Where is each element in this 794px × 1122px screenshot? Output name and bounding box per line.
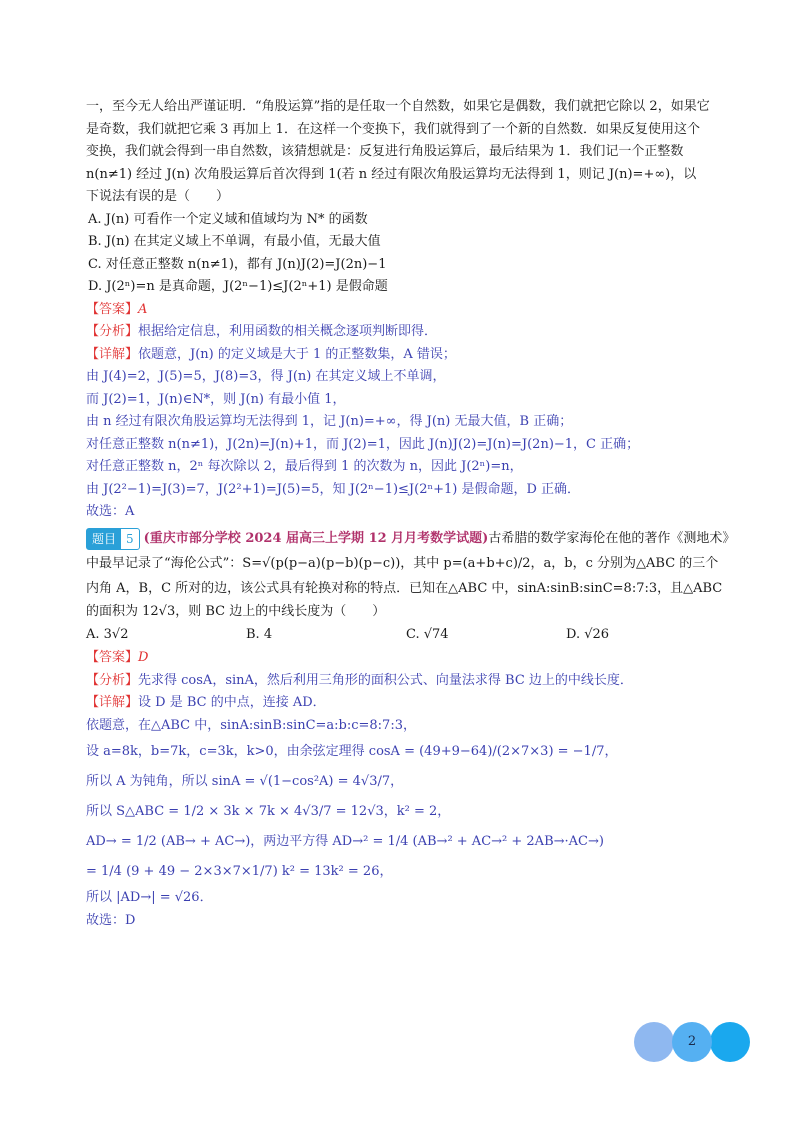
answer-value: A [138, 301, 148, 317]
detail-line: 对任意正整数 n(n≠1)，J(2n)=J(n)+1，而 J(2)=1，因此 J(n)J(2)=J(n)=J(2n)−1，C 正确； [86, 436, 640, 452]
analysis-row [86, 321, 726, 344]
problem-badge [86, 528, 140, 550]
detail-row [86, 692, 726, 715]
stem-line: 是奇数，我们就把它乘 3 再加上 1．在这样一个变换下，我们就得到了一个新的自然数．如果反复使用这个 [86, 121, 700, 137]
detail-line: 所以 |AD→| = √26． [86, 890, 213, 905]
analysis-text: 先求得 cosA，sinA，然后利用三角形的面积公式、向量法求得 BC 边上的中线长度． [138, 672, 633, 688]
stem-line: 一，至今无人给出严谨证明．“角股运算”指的是任取一个自然数，如果它是偶数，我们就把它除以 2，如果它 [86, 99, 710, 114]
stem-line: 变换，我们就会得到一串自然数，该猜想就是：反复进行角股运算后，最后结果为 1．我们记一个正整数 [86, 144, 684, 159]
detail-row [86, 344, 726, 367]
detail-tag: 【详解】 [86, 346, 139, 362]
option-c: C. 对任意正整数 n(n≠1)，都有 J(n)J(2)=J(2n)−1 [88, 256, 387, 272]
problem-source: (重庆市部分学校 2024 届高三上学期 12 月月考数学试题) [143, 530, 489, 546]
stem-line: 内角 A，B，C 所对的边，该公式具有轮换对称的特点．已知在△ABC 中，sinA:sinB:sinC=8:7:3，且△ABC [86, 581, 723, 596]
footer-circle [634, 1022, 674, 1062]
analysis-text: 根据给定信息，利用函数的相关概念逐项判断即得． [138, 324, 438, 339]
detail-text: 依题意，J(n) 的定义域是大于 1 的正整数集，A 错误； [138, 346, 456, 362]
badge-number: 5 [126, 531, 134, 546]
answer-tag: 【答案】 [86, 650, 139, 665]
option-c: C. √74 [406, 627, 449, 642]
detail-line: 对任意正整数 n，2ⁿ 每次除以 2，最后得到 1 的次数为 n，因此 J(2ⁿ)=n， [86, 459, 523, 474]
analysis-row [86, 670, 726, 693]
problem-4-options [86, 209, 726, 299]
stem-line: n(n≠1) 经过 J(n) 次角股运算后首次得到 1(若 n 经过有限次角股运算均无法得到 1，则记 J(n)=+∞)，以 [86, 166, 697, 182]
problem-4-stem [86, 96, 726, 209]
stem-first: 古希腊的数学家海伦在他的著作《测地术》 [488, 530, 736, 546]
answer-value: D [138, 650, 149, 665]
detail-line: 设 a=8k，b=7k，c=3k，k>0，由余弦定理得 cosA = (49+9−64)/(2×7×3) = −1/7， [86, 744, 618, 759]
detail-line: 由 n 经过有限次角股运算均无法得到 1，记 J(n)=+∞，得 J(n) 无最大值，B 正确； [86, 414, 573, 429]
stem-line: 的面积为 12√3，则 BC 边上的中线长度为（ ） [86, 603, 386, 619]
answer-row [86, 647, 726, 670]
answer-tag: 【答案】 [86, 301, 139, 317]
detail-line: 由 J(4)=2，J(5)=5，J(8)=3，得 J(n) 在其定义域上不单调， [86, 369, 446, 384]
problem-5-header [86, 528, 736, 551]
detail-line: 所以 S△ABC = 1/2 × 3k × 7k × 4√3/7 = 12√3，k² = 2， [86, 804, 451, 819]
stem-line: 中最早记录了“海伦公式”：S=√(p(p−a)(p−b)(p−c))，其中 p=(a+b+c)/2，a，b，c 分别为△ABC 的三个 [86, 556, 719, 571]
detail-line: 依题意，在△ABC 中，sinA:sinB:sinC=a:b:c=8:7:3， [86, 717, 416, 733]
detail-line: AD→ = 1/2 (AB→ + AC→)，两边平方得 AD→² = 1/4 (AB→² + AC→² + 2AB→·AC→) [86, 834, 604, 849]
stem-line: 下说法有误的是（ ） [86, 189, 230, 204]
detail-line: 故选：D [86, 912, 136, 928]
detail-line: 由 J(2²−1)=J(3)=7，J(2²+1)=J(5)=5，知 J(2ⁿ−1)≤J(2ⁿ+1) 是假命题，D 正确． [86, 481, 581, 497]
detail-line: = 1/4 (9 + 49 − 2×3×7×1/7) k² = 13k² = 26， [86, 864, 393, 879]
detail-line: 而 J(2)=1，J(n)∈N*，则 J(n) 有最小值 1， [86, 391, 346, 407]
answer-row [86, 299, 726, 322]
detail-tag: 【详解】 [86, 695, 139, 710]
footer-circle [710, 1022, 750, 1062]
problem-5-options [86, 623, 726, 647]
page-footer [634, 1022, 748, 1062]
analysis-tag: 【分析】 [86, 324, 139, 339]
badge-label: 题目 [87, 529, 121, 549]
option-a: A. J(n) 可看作一个定义域和值域均为 N* 的函数 [88, 211, 368, 227]
option-d: D. J(2ⁿ)=n 是真命题，J(2ⁿ−1)≤J(2ⁿ+1) 是假命题 [88, 279, 388, 294]
detail-line: 所以 A 为钝角，所以 sinA = √(1−cos²A) = 4√3/7， [86, 774, 404, 789]
option-a: A. 3√2 [86, 627, 129, 642]
detail-text: 设 D 是 BC 的中点，连接 AD． [138, 695, 326, 710]
content [86, 96, 736, 932]
option-b: B. 4 [246, 627, 273, 642]
page-number: 2 [687, 1034, 697, 1049]
option-d: D. √26 [566, 627, 610, 642]
detail-line: 故选：A [86, 504, 135, 519]
analysis-tag: 【分析】 [86, 672, 139, 688]
option-b: B. J(n) 在其定义域上不单调，有最小值，无最大值 [88, 234, 381, 249]
